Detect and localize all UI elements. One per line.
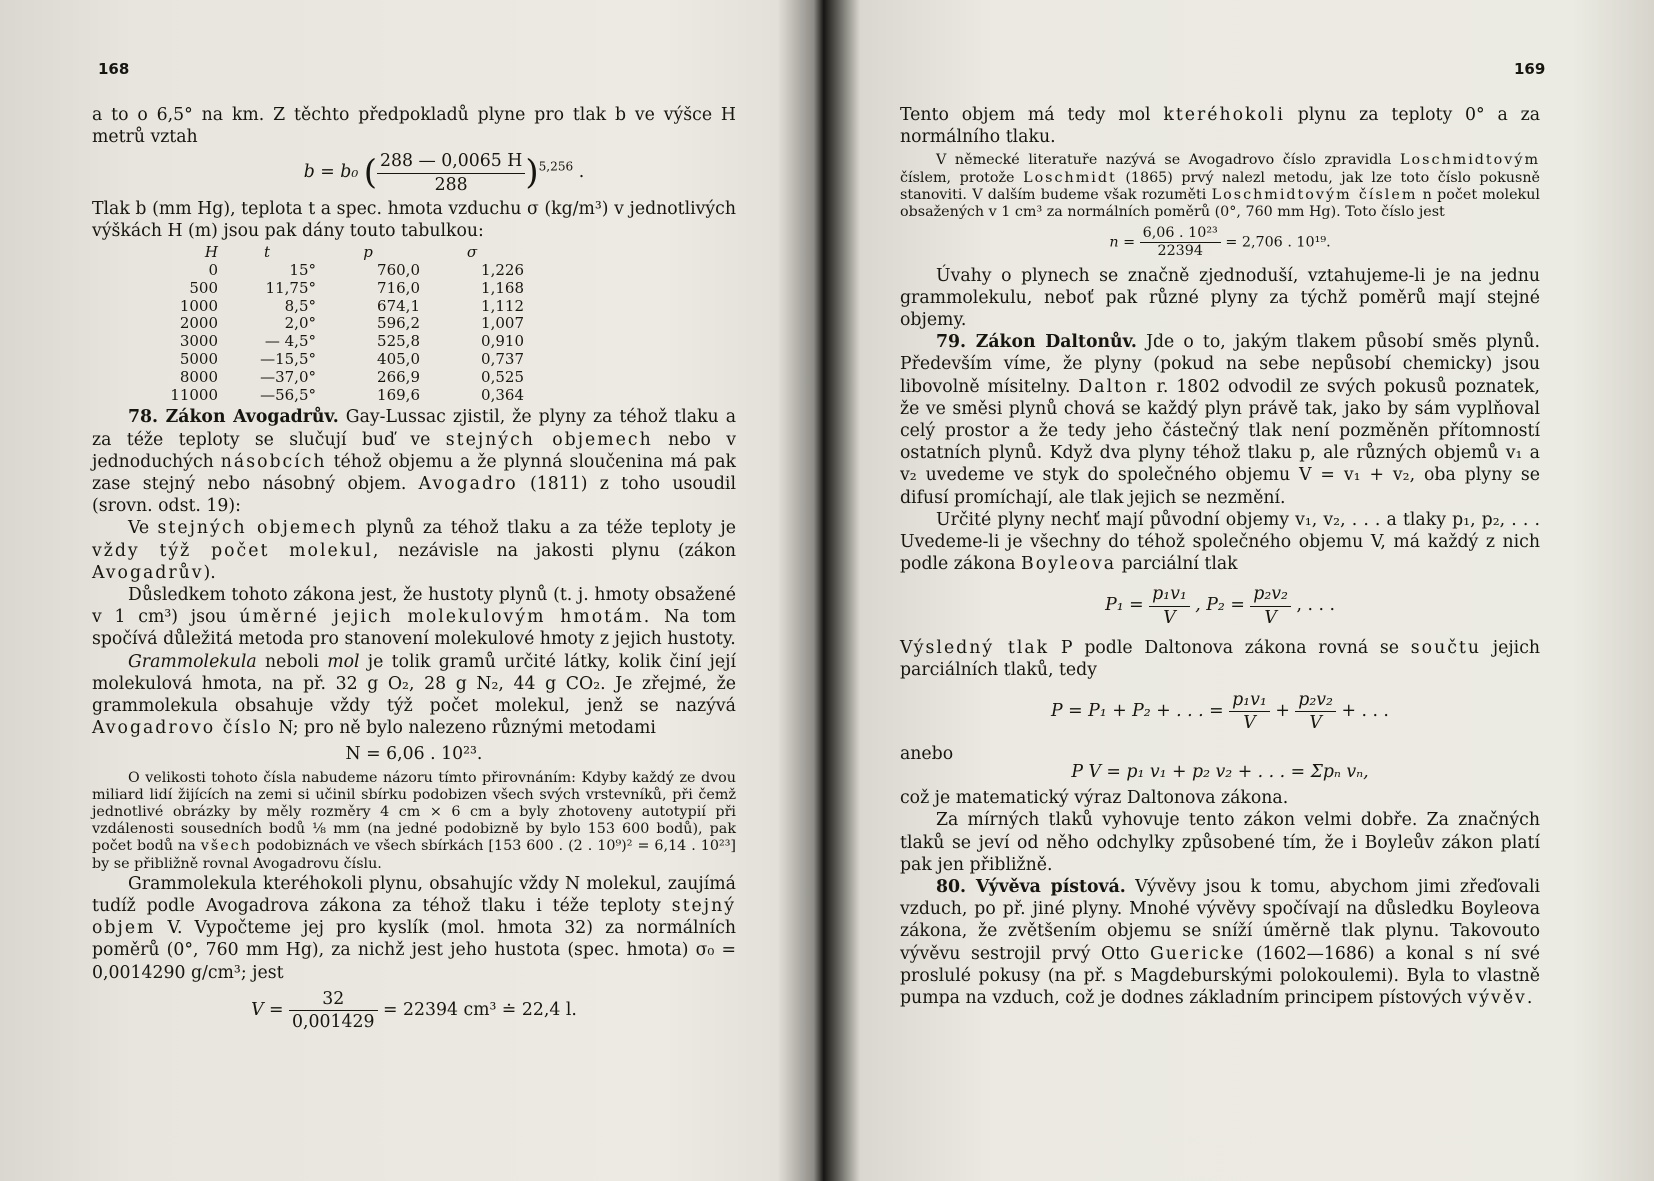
section-79-paragraph-1: 79. Zákon Daltonův. Jde o to, jakým tlakem působí směs plynů. Především víme, že plyny (pokud na sebe nepůsobí chemicky) jsou libovolně mísitelny. Dalton r. 1802 odvodil ze svých pokusů poznatek, že ve směsi plynů chová se každý plyn právě tak, jako by sám vyplňoval celý prostor a že tedy jeho částečný tlak není pozměněn přítomností ostatních plynů. Když dva plyny téhož tlaku p, ale různých objemů v₁ a v₂ uvedeme ve styk do společného objemu V = v₁ + v₂, oba plyny se difusí promíchají, ale tlak jejich se nezmění.: [900, 332, 1540, 508]
loschmidt-equation: n = $\frac{\text{6,06 . 10²³}}{22394}$ = 2,706 . 10¹⁹.: [1109, 225, 1331, 260]
table-row: 11000 —56,5° 169,6 0,364: [170, 385, 524, 404]
table-header-row: H t p σ: [204, 243, 478, 262]
table-row: 1000 8,5° 674,1 1,112: [179, 296, 524, 315]
section-79-heading: 79. Zákon Daltonův.: [936, 332, 1137, 353]
dalton-sum-equation: P = P₁ + P₂ + . . . = $\frac{\text{p₁v₁}}{V}$ + $\frac{\text{p₂v₂}}{V}$ + . . .: [1051, 690, 1389, 734]
right-paragraph-2: Úvahy o plynech se značně zjednoduší, vztahujeme-li je na jednu grammolekulu, neboť pak různé plyny za týchž poměrů mají stejné objemy.: [900, 265, 1540, 331]
small-print-note-right: V německé literatuře nazývá se Avogadrovo číslo zpravidla Loschmidtovým číslem, protože Loschmidt (1865) prvý nalezl metodu, jak lze toto číslo pokusně stanoviti. V dalším budeme však rozuměti Loschmidtovým číslem n počet molekul obsažených v 1 cm³ za normálních poměrů (0°, 760 mm Hg). Toto číslo jest: [900, 152, 1541, 221]
pv-equation: P V = p₁ v₁ + p₂ v₂ + . . . = Σpₙ vₙ,: [1071, 761, 1369, 782]
table-row: 500 11,75° 716,0 1,168: [189, 278, 524, 297]
section-79-paragraph-4: což je matematický výraz Daltonova zákona.: [900, 788, 1289, 809]
pressure-formula: b = b₀ ( $\frac{288 — 0,0065 H}{288}$ )$^{5,256}$ .: [303, 151, 585, 195]
small-print-note-left: O velikosti tohoto čísla nabudeme názoru tímto přirovnáním: Kdyby každý ze dvou miliard lidí žijících na zemi si učinil sbírku podobizen všech svých vrstevníků, při čemž jednotlivé obrázky by měly rozměry 4 cm × 6 cm a byly zhotoveny autotypií při vzdálenosti sousedních bodů ⅛ mm (na jedné podobizně by bylo 153 600 bodů), pak počet bodů na všech podobiznách ve všech sbírkách [153 600 . (2 . 10⁹)² = 6,14 . 10²³] by se přibližně rovnal Avogadrovu číslu.: [92, 769, 737, 872]
section-79-paragraph-2: Určité plyny nechť mají původní objemy v₁, v₂, . . . a tlaky p₁, p₂, . . . Uvedeme-li je všechny do téhož společného objemu V, má každý z nich podle zákona Boyleova parciální tlak: [900, 509, 1540, 575]
anebo-word: anebo: [900, 743, 954, 764]
table-row: 3000 — 4,5° 525,8 0,910: [179, 332, 524, 351]
intro-paragraph: a to o 6,5° na km. Z těchto předpokladů plyne pro tlak b ve výšce H metrů vztah: [92, 105, 736, 148]
table-intro: Tlak b (mm Hg), teplota t a spec. hmota vzduchu σ (kg/m³) v jednotlivých výškách H (m) jsou pak dány touto tabulkou:: [92, 198, 736, 242]
section-78-paragraph-4: Grammolekula kteréhokoli plynu, obsahujíc vždy N molekul, zaujímá tudíž podle Avogadrova zákona za téhož tlaku i téže teploty stejný objem V. Vypočteme jej pro kyslík (mol. hmota 32) za normálních poměrů (0°, 760 mm Hg), za nichž jest jeho hustota (spec. hmota) σ₀ = 0,0014290 g/cm³; jest: [92, 873, 737, 983]
right-page: [836, 0, 1654, 1181]
atmosphere-table: [138, 244, 524, 404]
table-row: 2000 2,0° 596,2 1,007: [179, 314, 524, 333]
section-78-paragraph-1: 78. Zákon Avogadrův. Gay-Lussac zjistil, že plyny za téhož tlaku a za téže teploty se slučují buď ve stejných objemech nebo v jednoduchých násobcích téhož objemu a že plynná sloučenina má pak zase stejný nebo násobný objem. Avogadro (1811) z toho usoudil (srovn. odst. 19):: [92, 407, 736, 517]
left-page: [0, 0, 818, 1181]
section-78-paragraph-3: Grammolekula neboli mol je tolik gramů určité látky, kolik činí její molekulová hmota, na př. 32 g O₂, 28 g N₂, 44 g CO₂. Je zřejmé, že grammolekula obsahuje vždy týž počet molekul, jenž se nazývá Avogadrovo číslo N; pro ně bylo nalezeno různými metodami: [92, 651, 737, 739]
section-80-heading: 80. Vývěva pístová.: [936, 876, 1126, 897]
section-79-paragraph-5: Za mírných tlaků vyhovuje tento zákon velmi dobře. Za značných tlaků se jeví od něho odchylky způsobené tím, že i Boyleův zákon platí pak jen přibližně.: [900, 810, 1540, 875]
molar-volume-equation: V = $\frac{32}{0,001429}$ = 22394 cm³ ≐ 22,4 l.: [251, 988, 577, 1033]
section-79-paragraph-3: Výsledný tlak P podle Daltonova zákona rovná se součtu jejich parciálních tlaků, tedy: [900, 637, 1541, 681]
right-paragraph-1: Tento objem má tedy mol kteréhokoli plynu za teploty 0° a za normálního tlaku.: [900, 105, 1540, 148]
right-page-body: [900, 104, 1540, 1009]
page-number-right: 169: [1514, 60, 1546, 78]
page-number-left: 168: [98, 60, 130, 78]
table-row: 5000 —15,5° 405,0 0,737: [179, 350, 524, 368]
left-page-body: [92, 104, 736, 1037]
partial-pressure-equation: P₁ = $\frac{\text{p₁v₁}}{V}$ , P₂ = $\frac{\text{p₂v₂}}{V}$ , . . .: [1105, 584, 1335, 628]
section-80-paragraph-1: 80. Vývěva pístová. Vývěvy jsou k tomu, abychom jimi zřeďovali vzduch, po př. jiné plyny. Mnohé vývěvy spočívají na důsledku Boyleova zákona, že zvětšením objemu se sníží úměrně tlak plynu. Takovouto vývěvu sestrojil prvý Otto Guericke (1602—1686) a konal s ní své proslulé pokusy (na př. s Magdeburskými polokoulemi). Byla to vlastně pumpa na vzduch, což je dodnes základním principem pístových vývěv.: [900, 876, 1541, 1008]
section-78-paragraph-2: Důsledkem tohoto zákona jest, že hustoty plynů (t. j. hmoty obsažené v 1 cm³) jsou úměrné jejich molekulovým hmotám. Na tom spočívá důležitá metoda pro stanovení molekulové hmoty z jejich hustoty.: [92, 585, 736, 650]
avogadro-law-statement: Ve stejných objemech plynů za téhož tlaku a za téže teploty je vždy týž počet molekul, nezávisle na jakosti plynu (zákon Avogadrův).: [92, 518, 737, 583]
avogadro-number-equation: N = 6,06 . 10²³.: [345, 744, 483, 765]
table-row: 0 15° 760,0 1,226: [208, 261, 524, 280]
section-78-heading: 78. Zákon Avogadrův.: [128, 407, 339, 428]
table-row: 8000 —37,0° 266,9 0,525: [179, 367, 524, 386]
